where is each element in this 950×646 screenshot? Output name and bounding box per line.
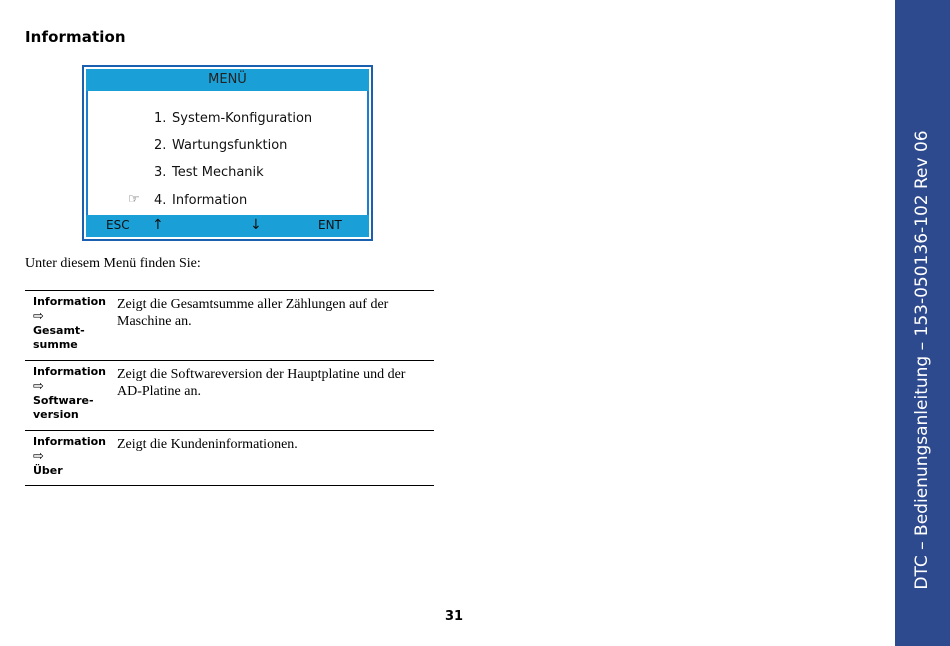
- row-label-sub: version: [33, 408, 79, 421]
- row-description: Zeigt die Softwareversion der Hauptplatine und der AD-Platine an.: [117, 361, 434, 431]
- menu-item-label: System-Konfiguration: [172, 111, 313, 126]
- sidebar-text-container: [895, 0, 950, 646]
- row-label-sub: summe: [33, 338, 78, 351]
- document-sidebar: [895, 0, 950, 646]
- arrow-up-icon: ↑: [152, 217, 164, 233]
- menu-item-label: Wartungsfunktion: [172, 138, 288, 153]
- arrow-right-icon: ⇨: [33, 448, 44, 464]
- menu-item-number: 1.: [154, 111, 167, 126]
- menu-screen-body: [86, 91, 369, 215]
- menu-item-label: Test Mechanik: [172, 165, 264, 180]
- row-label: [25, 431, 117, 486]
- table-row: [25, 361, 434, 431]
- menu-screen-illustration: [82, 65, 373, 241]
- menu-screen-title: MENÜ: [86, 69, 369, 91]
- row-label-sub: Über: [33, 463, 63, 477]
- pointing-hand-icon: ☞: [128, 191, 140, 206]
- arrow-right-icon: ⇨: [33, 378, 44, 394]
- row-label-title: Information: [33, 435, 106, 448]
- arrow-right-icon: ⇨: [33, 308, 44, 324]
- menu-item-system-konfiguration: [154, 111, 312, 126]
- menu-item-number: 2.: [154, 138, 167, 153]
- menu-item-information: [154, 193, 247, 208]
- page-number: 31: [445, 609, 464, 624]
- page-heading: Information: [25, 28, 126, 46]
- table-row: [25, 431, 434, 486]
- menu-item-test-mechanik: [154, 165, 264, 180]
- menu-item-wartungsfunktion: [154, 138, 287, 153]
- row-label-sub: Gesamt-: [33, 323, 85, 337]
- menu-screen-footer: [86, 215, 369, 237]
- row-description: Zeigt die Gesamtsumme aller Zählungen auf der Maschine an.: [117, 291, 434, 361]
- row-label-title: Information: [33, 295, 106, 308]
- row-label: [25, 291, 117, 361]
- ent-key-label: ENT: [318, 218, 342, 232]
- row-description: Zeigt die Kundeninformationen.: [117, 431, 434, 486]
- menu-item-number: 4.: [154, 193, 167, 208]
- information-table: [25, 290, 434, 486]
- table-row: [25, 291, 434, 361]
- intro-text: Unter diesem Menü finden Sie:: [25, 256, 201, 271]
- arrow-down-icon: ↓: [250, 217, 262, 233]
- row-label-title: Information: [33, 365, 106, 378]
- esc-key-label: ESC: [106, 218, 130, 232]
- menu-item-label: Information: [172, 193, 248, 208]
- sidebar-document-title: DTC – Bedienungsanleitung – 153-050136-102 Rev 06: [912, 130, 932, 590]
- row-label-sub: Software-: [33, 393, 94, 407]
- row-label: [25, 361, 117, 431]
- menu-item-number: 3.: [154, 165, 167, 180]
